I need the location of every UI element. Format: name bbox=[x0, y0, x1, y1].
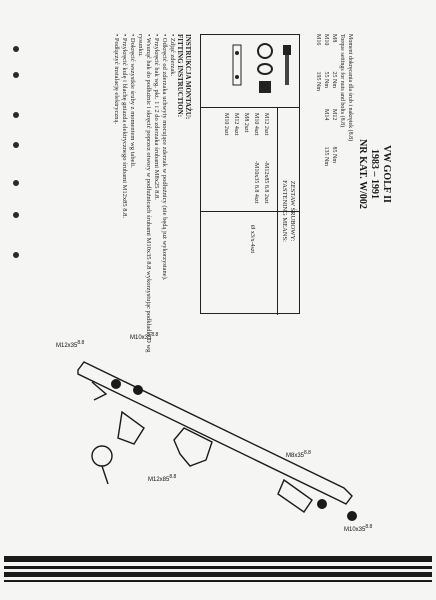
callout-m12x35: $M12x35^{8.8}$ bbox=[56, 340, 85, 349]
callout-m10x35-bottom: $M10x35^{8.8}$ bbox=[344, 524, 373, 533]
instruction-item: • Odkręcić od zderzaka uchwyty mocujące zderzak w podłużnicy (nie będą już wykorzystane). bbox=[160, 34, 168, 364]
torque-caption-pl: Moment dokręcania dla śrub i nakrętek (8.8) bbox=[347, 34, 353, 142]
nut-icon bbox=[259, 81, 271, 93]
instruction-item: • Wsunąć hak do podłużnic i skręcić poprzez otwory w podłużnicach śrubami M10x35 8.8 wykorzystując podkładki D wg rysunku. bbox=[136, 34, 152, 364]
torque-table bbox=[314, 34, 354, 184]
torque-row: M8 25 Nm M12 85 Nm bbox=[331, 34, 337, 163]
instruction-item: • Przykręcić kulę i blachę gniazda elektrycznego śrubami M12x85 8.8. bbox=[120, 34, 128, 364]
kit-note: Ø x3/x-4szt bbox=[249, 225, 255, 254]
washer-mark bbox=[133, 385, 143, 395]
catalog-number: NR KAT. W/002 bbox=[357, 139, 368, 209]
washer-mark bbox=[317, 499, 327, 509]
tow-bar-diagram bbox=[34, 290, 394, 550]
punch-hole bbox=[13, 212, 19, 218]
bottom-border-stripes bbox=[0, 550, 436, 600]
fastening-header: ZESTAW ŚRUBOWY: FASTENING MEANS: bbox=[277, 107, 299, 315]
document-title bbox=[356, 34, 392, 314]
torque-row: M16 195 Nm bbox=[315, 34, 321, 91]
fastening-table: ZESTAW ŚRUBOWY: FASTENING MEANS: M12 2szt M10 4szt M8 2szt M12 4szt M10 2szt -M12x85 8.8 2szt -M10x35 8.8 4szt Ø x3/x-4szt bbox=[200, 34, 300, 314]
punch-hole bbox=[13, 180, 19, 186]
tow-bar-drawing bbox=[34, 290, 394, 550]
punch-hole bbox=[13, 112, 19, 118]
washer-mark bbox=[111, 379, 121, 389]
plate-icon bbox=[233, 45, 241, 85]
callout-m10x35-top: $M10x35^{8.8}$ bbox=[130, 332, 159, 341]
fitting-instructions: INSTRUKCJA MONTAŻU: FITTING INSTRUCTION: • Zdjąć zderzak. • Odkręcić od zderzaka uchwyty mocujące zderzak w podłużnicy (nie będą już wykorzystane). • Przykręcić hak wg. pkt. 1 i 2 do zderzaka śrubami M8x25 8.8. • Wsunąć hak do podłużnic i skręcić poprzez otwory w podłużnicach śrubami M10x35 8.8 wykorzystując podkładki D wg rysunku. • Dokręcić wszystkie śruby z momentem wg tabeli. • Przykręcić kulę i blachę gniazda elektrycznego śrubami M12x85 8.8. • Podłączyć instalację elektryczną. bbox=[112, 34, 192, 364]
washer-icon bbox=[258, 44, 272, 58]
torque-row: M10 55 Nm M14 135 Nm bbox=[323, 34, 329, 166]
punch-hole bbox=[13, 142, 19, 148]
ball-stem bbox=[102, 466, 108, 484]
bolt-icon bbox=[283, 45, 291, 85]
ball-mount bbox=[118, 412, 144, 444]
mount-plate bbox=[174, 428, 212, 466]
callout-m8x35: $M8x35^{8.8}$ bbox=[286, 450, 311, 459]
punch-hole bbox=[13, 46, 19, 52]
torque-caption-en: Torque settings for nuts and bolts (8.8) bbox=[339, 34, 345, 128]
instruction-item: • Dokręcić wszystkie śruby z momentem wg tabeli. bbox=[128, 34, 136, 364]
punch-hole bbox=[13, 72, 19, 78]
instruction-item: • Zdjąć zderzak. bbox=[168, 34, 176, 364]
model-years: 1983 – 1991 bbox=[369, 149, 380, 199]
hardware-icons bbox=[205, 39, 295, 105]
callout-m12x85: $M12x85^{8.8}$ bbox=[148, 474, 177, 483]
spring-washer-icon bbox=[258, 64, 272, 74]
tow-ball bbox=[92, 446, 112, 466]
punch-hole bbox=[13, 252, 19, 258]
model-name: VW GOLF II bbox=[381, 145, 392, 203]
instruction-item: • Podłączyć instalację elektryczną. bbox=[112, 34, 120, 364]
washer-mark bbox=[347, 511, 357, 521]
instruction-item: • Przykręcić hak wg. pkt. 1 i 2 do zderzaka śrubami M8x25 8.8. bbox=[152, 34, 160, 364]
